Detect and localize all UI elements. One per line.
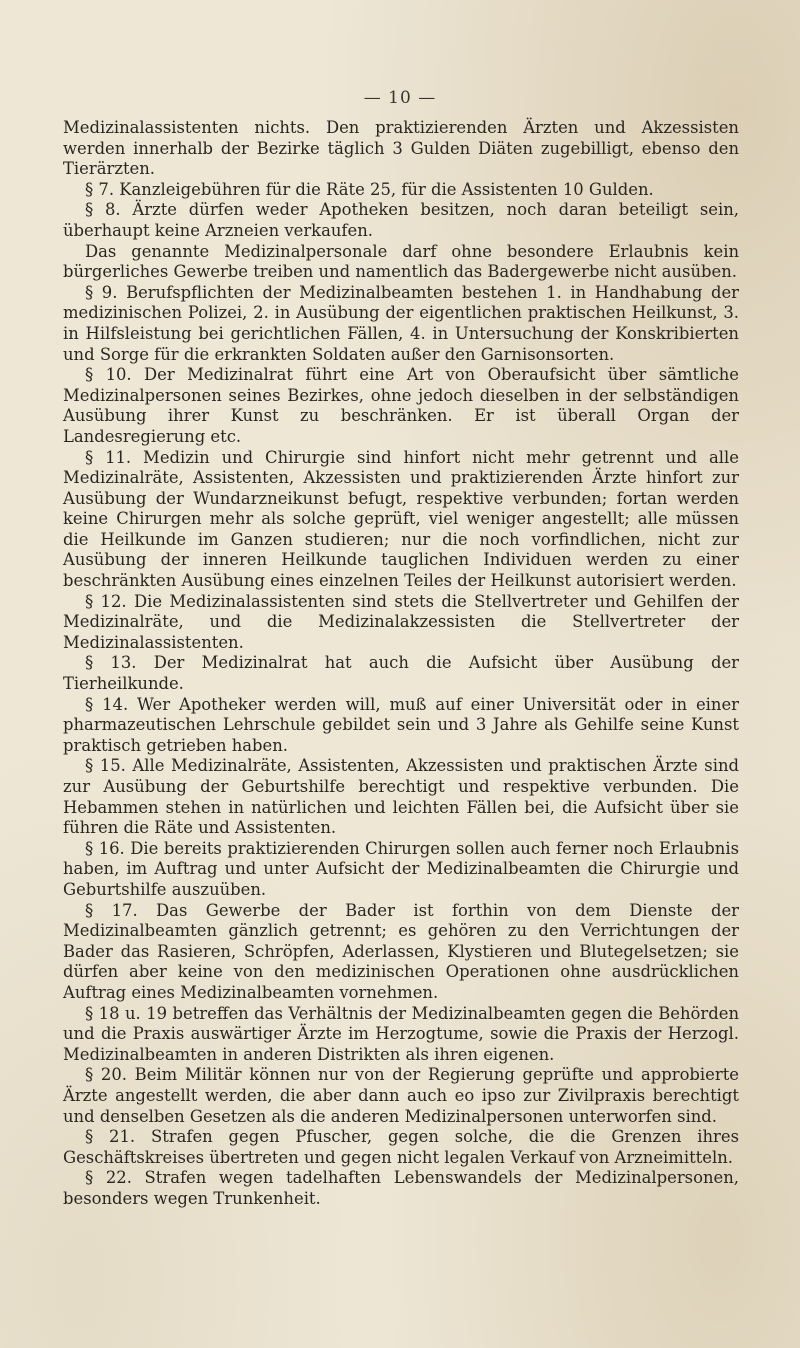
paragraph: § 17. Das Gewerbe der Bader ist forthin von dem Dienste der Medizinalbeamten gänzlich getrennt; es gehören zu den Verrichtungen der Bader das Rasieren, Schröpfen, Aderlassen, Klystieren und Blutegelsetzen; sie dürfen aber keine von den medizinischen Operationen ohne ausdrücklichen Auftrag eines Medizinalbeamten vornehmen. <box>63 900 739 1002</box>
paragraph: § 13. Der Medizinalrat hat auch die Aufsicht über Ausübung der Tierheilkunde. <box>63 653 739 694</box>
paragraph: § 21. Strafen gegen Pfuscher, gegen solche, die die Grenzen ihres Geschäftskreises übertreten und gegen nicht legalen Verkauf von Arzneimitteln. <box>63 1127 739 1167</box>
paragraph: § 8. Ärzte dürfen weder Apotheken besitzen, noch daran beteiligt sein, überhaupt keine Arzneien verkaufen. <box>63 200 739 240</box>
paragraph: § 22. Strafen wegen tadelhaften Lebenswandels der Medizinalpersonen, besonders wegen Trunkenheit. <box>63 1168 739 1208</box>
paragraph: Medizinalassistenten nichts. Den praktizierenden Ärzten und Akzessisten werden innerhalb der Bezirke täglich 3 Gulden Diäten zugebilligt, ebenso den Tierärzten. <box>63 118 739 179</box>
paragraph: § 20. Beim Militär können nur von der Regierung geprüfte und approbierte Ärzte angestellt werden, die aber dann auch eo ipso zur Zivilpraxis berechtigt und denselben Gesetzen als die anderen Medizinalpersonen unterworfen sind. <box>63 1065 739 1126</box>
paragraph: Das genannte Medizinalpersonale darf ohne besondere Erlaubnis kein bürgerliches Gewerbe treiben und namentlich das Badergewerbe nicht ausüben. <box>63 241 739 282</box>
paragraph: § 14. Wer Apotheker werden will, muß auf einer Universität oder in einer pharmazeutischen Lehrschule gebildet sein und 3 Jahre als Gehilfe seine Kunst praktisch getrieben haben. <box>63 694 739 755</box>
page-number: — 10 — <box>363 88 437 108</box>
paragraph: § 7. Kanzleigebühren für die Räte 25, für die Assistenten 10 Gulden. <box>85 179 654 199</box>
paragraph: § 9. Berufspflichten der Medizinalbeamten bestehen 1. in Handhabung der medizinischen Polizei, 2. in Ausübung der eigentlichen praktischen Heilkunst, 3. in Hilfsleistung bei gerichtlichen Fällen, 4. in Untersuchung der Konskribierten und Sorge für die erkrankten Soldaten außer den Garnisonsorten. <box>63 282 739 364</box>
paragraph: § 12. Die Medizinalassistenten sind stets die Stellvertreter und Gehilfen der Medizinalräte, und die Medizinalakzessisten die Stellvertreter der Medizinalassistenten. <box>63 591 739 652</box>
paragraph: § 15. Alle Medizinalräte, Assistenten, Akzessisten und praktischen Ärzte sind zur Ausübung der Geburtshilfe berechtigt und respektive verbunden. Die Hebammen stehen in natürlichen und leichten Fällen bei, die Aufsicht über sie führen die Räte und Assistenten. <box>63 756 739 838</box>
paragraph: § 11. Medizin und Chirurgie sind hinfort nicht mehr getrennt und alle Medizinalräte, Assistenten, Akzessisten und praktizierenden Ärzte hinfort zur Ausübung der Wundarzneikunst befugt, respektive verbunden; fortan werden keine Chirurgen mehr als solche geprüft, viel weniger angestellt; alle müssen die Heilkunde im Ganzen studieren; nur die noch vorfindlichen, nicht zur Ausübung der inneren Heilkunde tauglichen Individuen werden zu einer beschränkten Ausübung eines einzelnen Teiles der Heilkunst autorisiert werden. <box>63 447 739 591</box>
paragraph: § 18 u. 19 betreffen das Verhältnis der Medizinalbeamten gegen die Behörden und die Praxis auswärtiger Ärzte im Herzogtume, sowie die Praxis der Herzogl. Medizinalbeamten in anderen Distrikten als ihren eigenen. <box>63 1003 739 1064</box>
paragraph: § 16. Die bereits praktizierenden Chirurgen sollen auch ferner noch Erlaubnis haben, im Auftrag und unter Aufsicht der Medizinalbeamten die Chirurgie und Geburtshilfe auszuüben. <box>63 838 739 899</box>
body-text <box>63 118 739 1209</box>
paragraph: § 10. Der Medizinalrat führt eine Art von Oberaufsicht über sämtliche Medizinalpersonen seines Bezirkes, ohne jedoch dieselben in der selbständigen Ausübung ihrer Kunst zu beschränken. Er ist überall Organ der Landesregierung etc. <box>63 365 739 446</box>
